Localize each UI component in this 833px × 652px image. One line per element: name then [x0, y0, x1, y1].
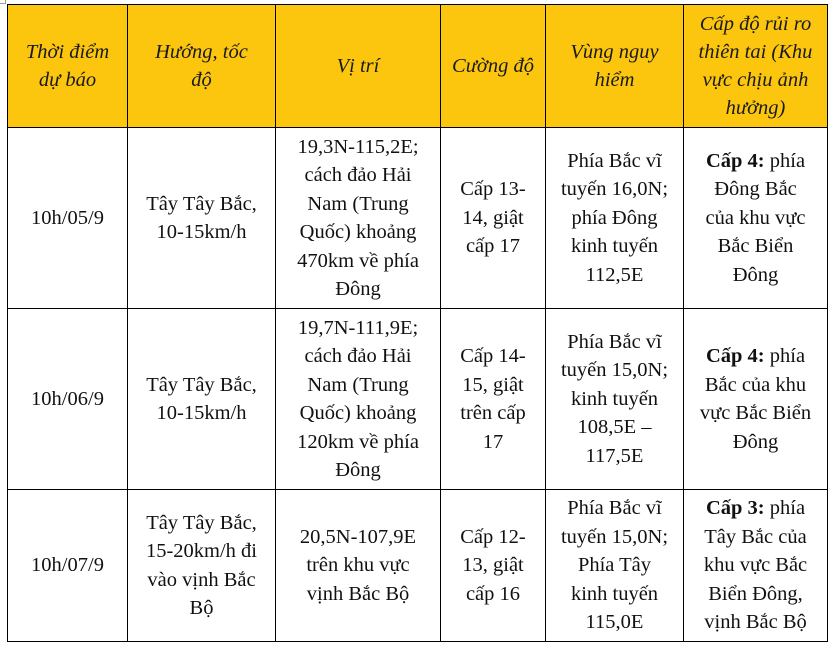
cell-direction-speed: Tây Tây Bắc, 15-20km/h đi vào vịnh Bắc Bộ	[128, 490, 276, 642]
cell-risk-level: Cấp 4: phía Bắc của khu vực Bắc Biển Đông	[684, 309, 828, 490]
cell-intensity: Cấp 13- 14, giật cấp 17	[441, 128, 546, 309]
storm-forecast-table	[7, 4, 828, 642]
header-row	[8, 5, 828, 128]
header-intensity: Cường độ	[441, 5, 546, 128]
cell-position: 19,3N-115,2E; cách đảo Hải Nam (Trung Quốc) khoảng 470km về phía Đông	[276, 128, 441, 309]
cell-direction-speed: Tây Tây Bắc, 10-15km/h	[128, 128, 276, 309]
cell-risk-level: Cấp 4: phía Đông Bắc của khu vực Bắc Biển Đông	[684, 128, 828, 309]
header-danger-zone: Vùng nguy hiểm	[546, 5, 684, 128]
risk-level-label: Cấp 3:	[705, 497, 765, 520]
image-corner-mark	[0, 0, 6, 4]
cell-position: 19,7N-111,9E; cách đảo Hải Nam (Trung Quốc) khoảng 120km về phía Đông	[276, 309, 441, 490]
table-row	[8, 128, 828, 309]
header-direction-speed: Hướng, tốc độ	[128, 5, 276, 128]
header-risk-level: Cấp độ rủi ro thiên tai (Khu vực chịu ảnh hưởng)	[684, 5, 828, 128]
cell-direction-speed: Tây Tây Bắc, 10-15km/h	[128, 309, 276, 490]
table-row	[8, 309, 828, 490]
cell-risk-level: Cấp 3: phía Tây Bắc của khu vực Bắc Biển Đông, vịnh Bắc Bộ	[684, 490, 828, 642]
cell-forecast-time: 10h/07/9	[8, 490, 128, 642]
table-row	[8, 490, 828, 642]
risk-level-label: Cấp 4:	[705, 149, 765, 172]
cell-intensity: Cấp 12- 13, giật cấp 16	[441, 490, 546, 642]
cell-intensity: Cấp 14- 15, giật trên cấp 17	[441, 309, 546, 490]
cell-forecast-time: 10h/06/9	[8, 309, 128, 490]
header-position: Vị trí	[276, 5, 441, 128]
risk-level-label: Cấp 4:	[705, 345, 765, 367]
cell-danger-zone: Phía Bắc vĩ tuyến 15,0N; kinh tuyến 108,5E – 117,5E	[546, 309, 684, 490]
cell-forecast-time: 10h/05/9	[8, 128, 128, 309]
risk-first-line: Cấp 3: phía	[705, 497, 806, 520]
header-forecast-time: Thời điểm dự báo	[8, 5, 128, 128]
risk-first-line: Cấp 4: phía	[705, 345, 806, 367]
risk-first-line: Cấp 4: phía	[705, 149, 806, 172]
cell-danger-zone: Phía Bắc vĩ tuyến 15,0N; Phía Tây kinh tuyến 115,0E	[546, 490, 684, 642]
cell-position: 20,5N-107,9E trên khu vực vịnh Bắc Bộ	[276, 490, 441, 642]
cell-danger-zone: Phía Bắc vĩ tuyến 16,0N; phía Đông kinh tuyến 112,5E	[546, 128, 684, 309]
